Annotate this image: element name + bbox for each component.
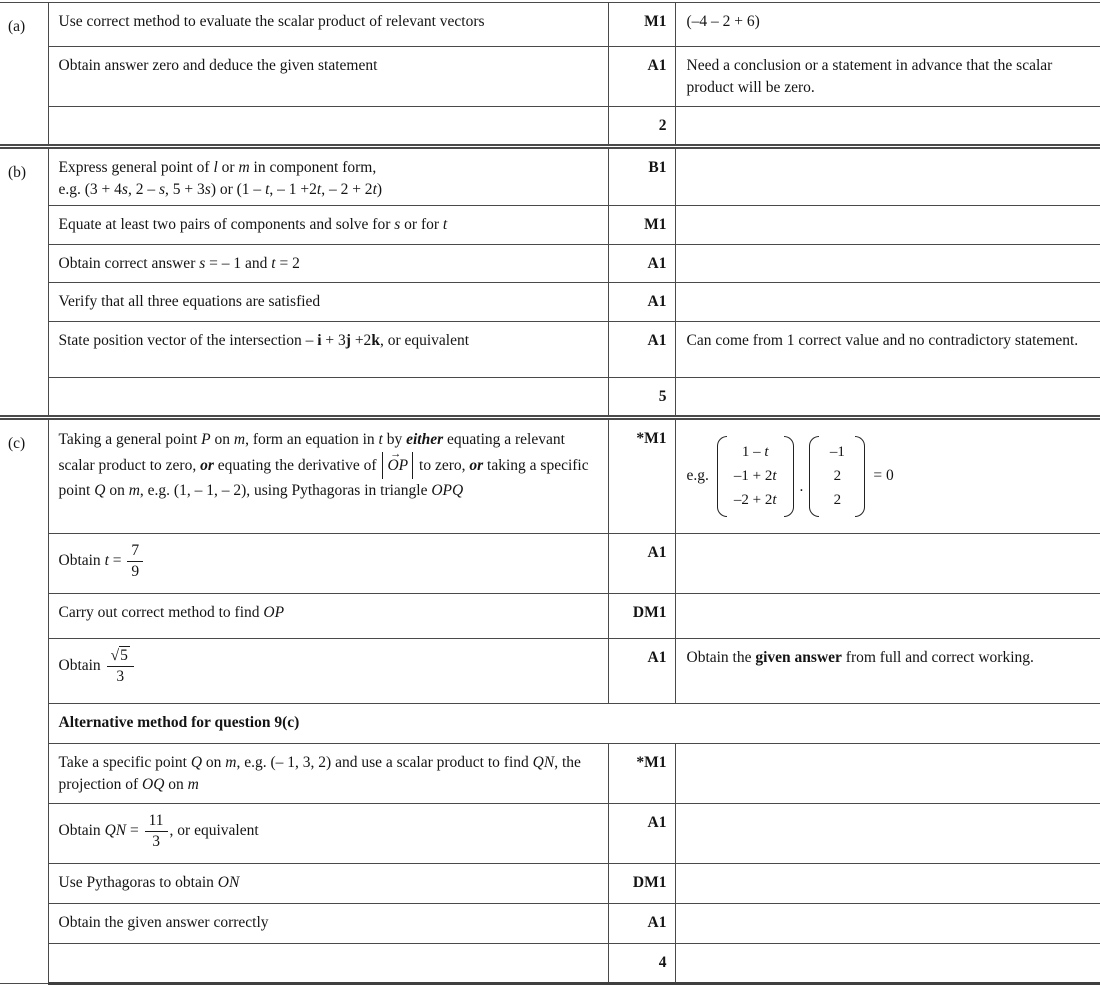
mark-scheme-table — [0, 2, 1100, 985]
mark-cell: A1 — [608, 534, 675, 594]
right-paren — [784, 436, 794, 518]
criterion-cell: Verify that all three equations are satisfied — [48, 283, 608, 322]
mark-cell: A1 — [608, 904, 675, 944]
alt-method-header: Alternative method for question 9(c) — [48, 704, 1100, 744]
vector-eq-rhs: = 0 — [873, 467, 894, 485]
mark-cell: M1 — [608, 3, 675, 47]
mark-cell: A1 — [608, 322, 675, 378]
vector-eq-prefix: e.g. — [686, 467, 709, 485]
vector-entry: –1 + 2t — [733, 467, 777, 484]
empty-cell — [675, 107, 1100, 147]
empty-cell — [48, 944, 608, 984]
mark-cell: A1 — [608, 245, 675, 283]
column-vector-1 — [717, 436, 794, 518]
criterion-cell: Equate at least two pairs of components and solve for s or for t — [48, 206, 608, 245]
empty-cell — [48, 107, 608, 147]
mark-cell: A1 — [608, 283, 675, 322]
note-cell — [675, 594, 1100, 639]
criterion-cell: Obtain QN = $\frac{11}{3}$ , or equivalent — [48, 804, 608, 864]
note-cell: Obtain the given answer from full and correct working. — [675, 639, 1100, 704]
mark-cell: *M1 — [608, 418, 675, 534]
mark-cell: A1 — [608, 804, 675, 864]
mark-cell: A1 — [608, 47, 675, 107]
criterion-cell: Obtain answer zero and deduce the given statement — [48, 47, 608, 107]
note-cell — [675, 864, 1100, 904]
criterion-cell: Obtain $\frac{√5}{3}$ — [48, 639, 608, 704]
empty-cell — [675, 944, 1100, 984]
mark-cell: B1 — [608, 147, 675, 206]
criterion-cell: Carry out correct method to find OP — [48, 594, 608, 639]
criterion-cell: Take a specific point Q on m, e.g. (– 1, 3, 2) and use a scalar product to find QN, the projection of OQ on m — [48, 744, 608, 804]
section-total: 4 — [608, 944, 675, 984]
note-cell — [675, 534, 1100, 594]
criterion-cell: Taking a general point P on m, form an equation in t by either equating a relevant scalar product to zero, or equating the derivative of → OP to zero, or taking a specific point Q on m, e.g. (1, – 1, – 2), using Pythagoras in triangle OPQ — [48, 418, 608, 534]
note-cell — [675, 206, 1100, 245]
criterion-cell: Obtain the given answer correctly — [48, 904, 608, 944]
dot-product-symbol: . — [799, 478, 804, 496]
note-cell — [675, 245, 1100, 283]
empty-cell — [48, 378, 608, 418]
vector-entry: 2 — [833, 492, 842, 509]
empty-cell — [675, 378, 1100, 418]
section-total: 2 — [608, 107, 675, 147]
mark-cell: A1 — [608, 639, 675, 704]
criterion-cell: Obtain t = $\frac{7}{9}$ — [48, 534, 608, 594]
part-label-b: (b) — [0, 147, 48, 418]
vector-entry: –1 — [829, 443, 845, 460]
criterion-cell: Obtain correct answer s = – 1 and t = 2 — [48, 245, 608, 283]
section-a — [0, 3, 1100, 147]
vector-entry: –2 + 2t — [733, 492, 777, 509]
vector-equation — [687, 436, 1092, 518]
mark-cell: DM1 — [608, 594, 675, 639]
left-paren — [717, 436, 727, 518]
part-label-a: (a) — [0, 3, 48, 147]
note-cell — [675, 283, 1100, 322]
section-total: 5 — [608, 378, 675, 418]
column-vector-2 — [809, 436, 865, 518]
note-cell — [675, 904, 1100, 944]
note-cell: Can come from 1 correct value and no contradictory statement. — [675, 322, 1100, 378]
vector-entry: 2 — [833, 467, 842, 484]
vector-entry: 1 – t — [741, 443, 769, 460]
note-cell: Need a conclusion or a statement in advance that the scalar product will be zero. — [675, 47, 1100, 107]
criterion-cell: Use Pythagoras to obtain ON — [48, 864, 608, 904]
mark-cell: DM1 — [608, 864, 675, 904]
note-cell — [675, 744, 1100, 804]
criterion-cell: Use correct method to evaluate the scalar product of relevant vectors — [48, 3, 608, 47]
note-cell — [675, 804, 1100, 864]
note-cell — [675, 147, 1100, 206]
part-label-c: (c) — [0, 418, 48, 984]
right-paren — [855, 436, 865, 518]
section-c — [0, 418, 1100, 984]
mark-cell: M1 — [608, 206, 675, 245]
criterion-cell: Express general point of l or m in component form, e.g. (3 + 4s, 2 – s, 5 + 3s) or (1 – t, – 1 +2t, – 2 + 2t) — [48, 147, 608, 206]
mark-cell: *M1 — [608, 744, 675, 804]
left-paren — [809, 436, 819, 518]
criterion-cell: State position vector of the intersection – i + 3j +2k, or equivalent — [48, 322, 608, 378]
section-b — [0, 147, 1100, 418]
note-cell: (–4 – 2 + 6) — [675, 3, 1100, 47]
note-cell — [675, 418, 1100, 534]
